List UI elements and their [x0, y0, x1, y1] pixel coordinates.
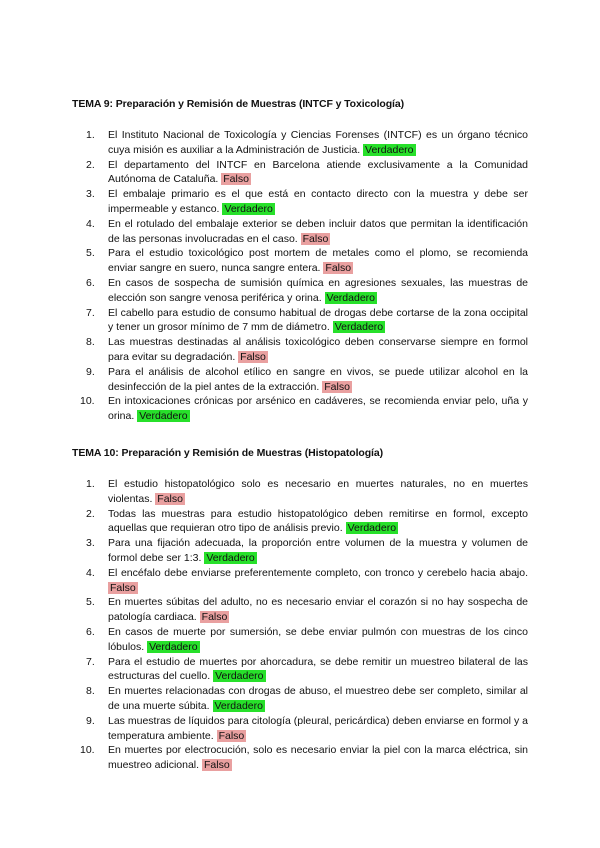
item-text: En casos de sospecha de sumisión química en agresiones sexuales, las muestras de elección son sangre venosa periférica y orina. — [108, 276, 528, 304]
answer-tag: Falso — [218, 729, 245, 742]
item-text: El cabello para estudio de consumo habitual de drogas debe cortarse de la zona occipital y tener un grosor mínimo de 7 mm de diámetro. — [108, 306, 528, 334]
item-number: 6. — [86, 625, 95, 638]
item-text: El embalaje primario es el que está en contacto directo con la muestra y debe ser impermeable y estanco. — [108, 188, 528, 215]
list-item — [72, 306, 528, 336]
list-item — [72, 217, 528, 247]
item-text: El estudio histopatológico solo es necesario en muertes naturales, no en muertes violentas. — [108, 478, 528, 505]
item-number: 8. — [86, 685, 95, 698]
item-number: 2. — [86, 158, 95, 171]
list-item — [72, 625, 528, 655]
answer-tag: Falso — [223, 173, 249, 186]
section-title: TEMA 9: Preparación y Remisión de Muestras (INTCF y Toxicología) — [72, 98, 404, 110]
item-number: 4. — [86, 217, 95, 230]
list-item — [72, 158, 528, 188]
item-text: En muertes súbitas del adulto, no es necesario enviar el corazón si no hay sospecha de patología cardiaca. — [108, 596, 528, 624]
section-title: TEMA 10: Preparación y Remisión de Muestras (Histopatología) — [72, 447, 384, 459]
answer-tag: Verdadero — [365, 143, 414, 156]
item-number: 9. — [86, 714, 95, 727]
item-number: 5. — [86, 596, 95, 609]
item-number: 2. — [86, 507, 95, 520]
answer-tag: Falso — [324, 380, 350, 393]
item-number: 7. — [86, 306, 95, 319]
question-list — [72, 477, 528, 773]
answer-tag: Verdadero — [206, 551, 255, 564]
answer-tag: Falso — [157, 492, 183, 505]
item-number: 7. — [86, 655, 95, 668]
item-number: 8. — [86, 336, 95, 349]
item-text: En casos de muerte por sumersión, se debe enviar pulmón con muestras de los cinco lóbulos. — [108, 625, 528, 653]
item-number: 4. — [86, 566, 95, 579]
list-item — [72, 566, 528, 596]
section-tema-9 — [72, 98, 528, 424]
list-item — [72, 477, 528, 507]
answer-tag: Verdadero — [215, 670, 264, 683]
item-text: Todas las muestras para estudio histopatológico deben remitirse en formol, excepto aquellas que requieran otro tipo de análisis previo. — [108, 507, 528, 535]
answer-tag: Falso — [203, 759, 230, 772]
item-number: 3. — [86, 537, 95, 550]
item-text: Para una fijación adecuada, la proporción entre volumen de la muestra y volumen de formol debe ser 1:3. — [108, 537, 528, 564]
list-item — [72, 655, 528, 685]
list-item — [72, 128, 528, 158]
answer-tag: Verdadero — [139, 410, 188, 423]
answer-tag: Verdadero — [326, 291, 376, 304]
answer-tag: Verdadero — [224, 202, 273, 215]
answer-tag: Verdadero — [214, 699, 263, 712]
list-item — [72, 187, 528, 217]
list-item — [72, 365, 528, 395]
item-text: Para el estudio de muertes por ahorcadura, se debe remitir un muestreo bilateral de las estructuras del cuello. — [108, 655, 528, 683]
question-list — [72, 128, 528, 424]
answer-tag: Falso — [110, 581, 136, 594]
answer-tag: Falso — [302, 232, 329, 245]
list-item — [72, 507, 528, 537]
item-text: Para el análisis de alcohol etílico en sangre en vivos, se puede utilizar alcohol en la desinfección de la piel antes de la extracción. — [108, 365, 528, 393]
answer-tag: Verdadero — [149, 640, 198, 653]
item-text: El encéfalo debe enviarse preferentemente completo, con tronco y cerebelo hacia abajo. — [108, 566, 528, 579]
item-number: 1. — [86, 478, 95, 490]
item-number: 6. — [86, 276, 95, 289]
list-item — [72, 684, 528, 714]
item-text: Las muestras destinadas al análisis toxicológico deben conservarse siempre en formol para evitar su degradación. — [108, 336, 528, 363]
answer-tag: Verdadero — [334, 321, 384, 334]
list-item — [72, 246, 528, 276]
answer-tag: Falso — [201, 611, 228, 624]
answer-tag: Verdadero — [347, 522, 397, 535]
item-text: El departamento del INTCF en Barcelona atiende exclusivamente a la Comunidad Autónoma de Cataluña. — [108, 158, 528, 186]
answer-tag: Falso — [325, 262, 352, 275]
item-text: En intoxicaciones crónicas por arsénico en cadáveres, se recomienda enviar pelo, uña y orina. — [108, 395, 528, 423]
item-number: 9. — [86, 365, 95, 378]
item-text: En muertes por electrocución, solo es necesario enviar la piel con la marca eléctrica, sin muestreo adicional. — [108, 744, 528, 772]
list-item — [72, 743, 528, 773]
item-text: El Instituto Nacional de Toxicología y Ciencias Forenses (INTCF) es un órgano técnico cuya misión es auxiliar a la Administración de Justicia. — [108, 129, 528, 156]
item-text: Las muestras de líquidos para citología (pleural, pericárdica) deben enviarse en formol y a temperatura ambiente. — [108, 714, 528, 742]
item-number: 1. — [86, 129, 95, 141]
list-item — [72, 714, 528, 744]
item-number: 5. — [86, 247, 95, 260]
item-text: Para el estudio toxicológico post mortem de metales como el plomo, se recomienda enviar sangre en suero, nunca sangre entera. — [108, 247, 528, 275]
answer-tag: Falso — [240, 350, 266, 363]
list-item — [72, 536, 528, 566]
item-number: 10. — [80, 744, 95, 757]
list-item — [72, 335, 528, 365]
item-text: En muertes relacionadas con drogas de abuso, el muestreo debe ser completo, similar al de una muerte súbita. — [108, 685, 528, 712]
section-tema-10 — [72, 447, 528, 773]
list-item — [72, 595, 528, 625]
list-item — [72, 276, 528, 306]
item-text: En el rotulado del embalaje exterior se deben incluir datos que permitan la identificación de las personas involucradas en el caso. — [108, 217, 528, 245]
item-number: 10. — [80, 395, 95, 408]
item-number: 3. — [86, 188, 95, 201]
list-item — [72, 394, 528, 424]
